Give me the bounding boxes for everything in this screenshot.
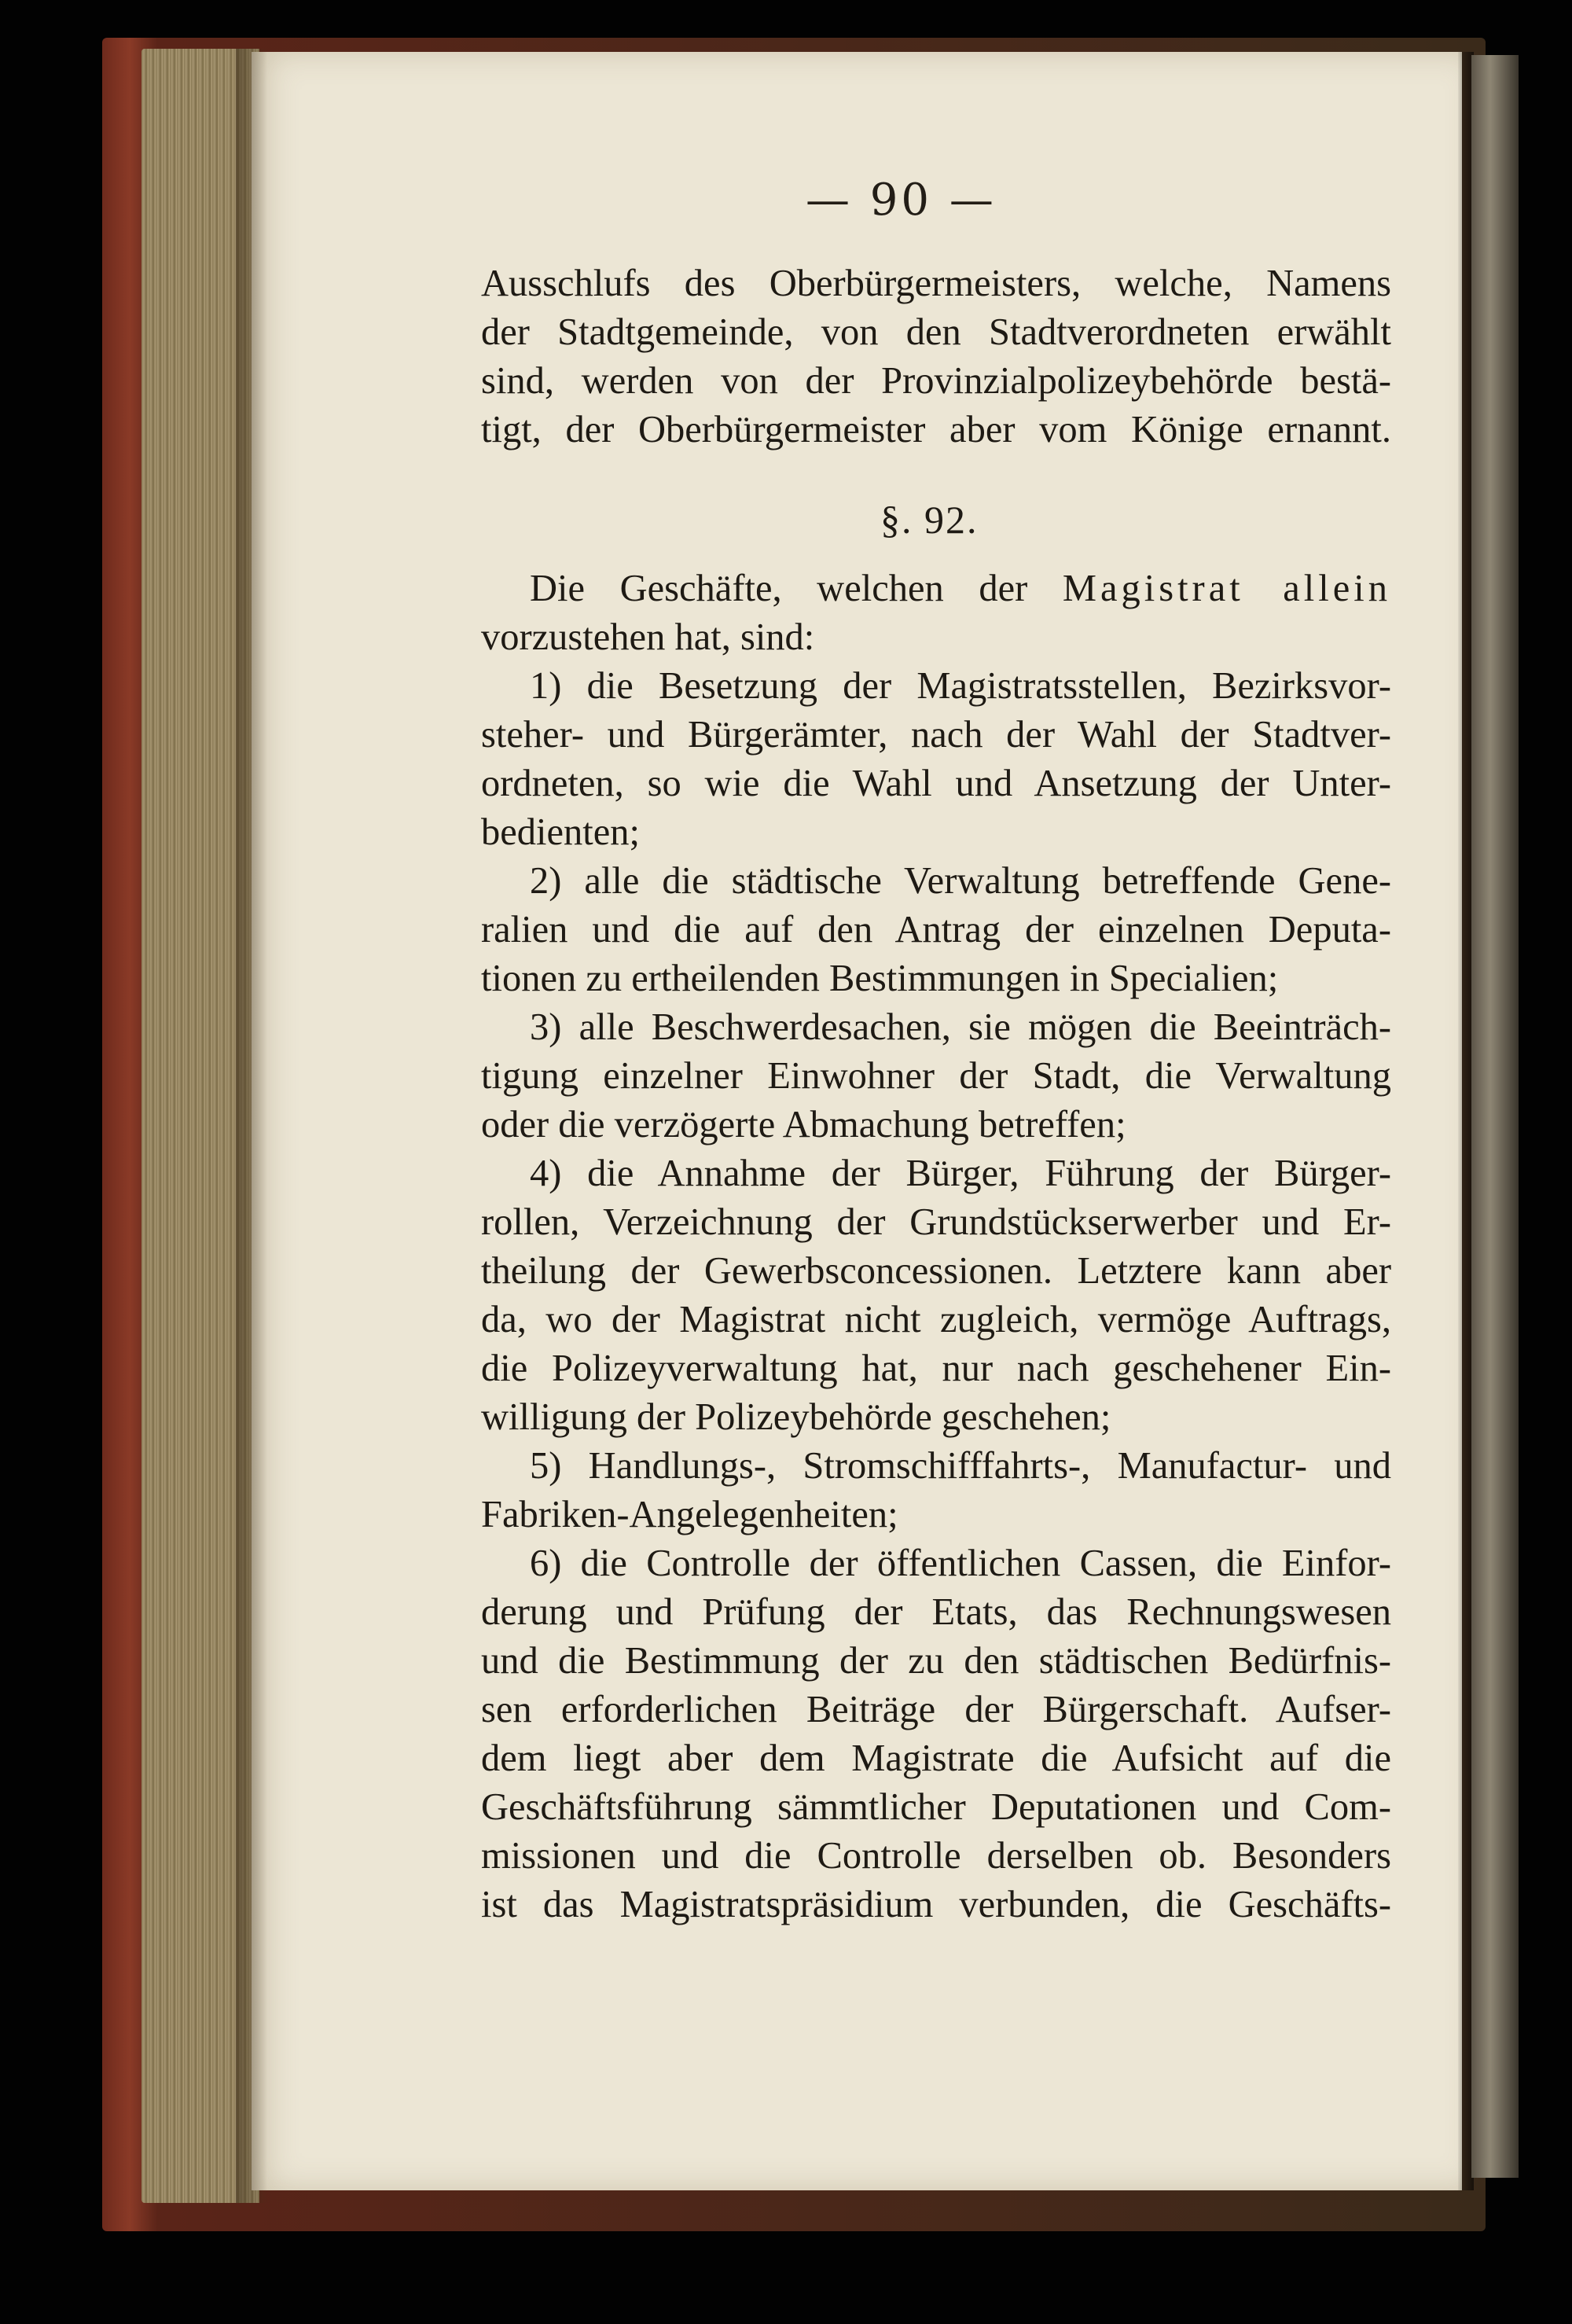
list-item-line: rollen, Verzeichnung der Grundstückserwerber und Er- [481, 1201, 1391, 1243]
page-number: — 90 — [806, 175, 997, 226]
list-item-line: dem liegt aber dem Magistrate die Aufsicht auf die [481, 1737, 1391, 1779]
text-line: vorzustehen hat, sind: [481, 616, 815, 658]
list-item-line: ralien und die auf den Antrag der einzelnen Deputa- [481, 909, 1391, 951]
facing-page-edge [1471, 55, 1519, 2178]
list-item-line: 3) alle Beschwerdesachen, sie mögen die Beeinträch- [530, 1006, 1391, 1048]
list-item-line: 5) Handlungs-, Stromschifffahrts-, Manufactur- und [530, 1445, 1391, 1487]
list-item-line: willigung der Polizeybehörde geschehen; [481, 1396, 1111, 1438]
list-item-line: ist das Magistratspräsidium verbunden, die Geschäfts- [481, 1884, 1391, 1925]
list-item-line: derung und Prüfung der Etats, das Rechnungswesen [481, 1591, 1391, 1633]
list-item-line: steher- und Bürgerämter, nach der Wahl der Stadtver- [481, 714, 1391, 756]
list-item-line: und die Bestimmung der zu den städtischen Bedürfnis- [481, 1640, 1391, 1682]
list-item-line: missionen und die Controlle derselben ob. Besonders [481, 1835, 1391, 1877]
text-line: Ausschlufs des Oberbürgermeisters, welche, Namens [481, 263, 1391, 304]
list-item-line: Fabriken-Angelegenheiten; [481, 1494, 898, 1535]
text-line: sind, werden von der Provinzialpolizeybehörde bestä- [481, 360, 1391, 402]
list-item-line: oder die verzögerte Abmachung betreffen; [481, 1104, 1126, 1145]
list-item-line: bedienten; [481, 811, 641, 853]
list-item-line: Geschäftsführung sämmtlicher Deputationen und Com- [481, 1786, 1391, 1828]
text-line: tigt, der Oberbürgermeister aber vom Könige ernannt. [481, 409, 1391, 450]
list-item-line: ordneten, so wie die Wahl und Ansetzung der Unter- [481, 763, 1391, 804]
intro-emphasis: Magistrat allein [1062, 568, 1392, 609]
list-item-line: tionen zu ertheilenden Bestimmungen in Specialien; [481, 958, 1279, 999]
section-body [481, 564, 1391, 1929]
list-item-line: 6) die Controlle der öffentlichen Cassen, die Einfor- [530, 1543, 1391, 1584]
section-heading: §. 92. [880, 498, 979, 542]
list-item-line: da, wo der Magistrat nicht zugleich, vermöge Auftrags, [481, 1299, 1391, 1340]
text-line: der Stadtgemeinde, von den Stadtverordneten erwählt [481, 311, 1391, 353]
list-item-line: 2) alle die städtische Verwaltung betreffende Gene- [530, 860, 1391, 902]
intro-line [481, 564, 1391, 613]
intro-prefix: Die Geschäfte, welchen der [530, 568, 1028, 609]
list-item-line: 4) die Annahme der Bürger, Führung der Bürger- [530, 1153, 1391, 1194]
page-shadow [236, 49, 267, 2203]
list-item-line: 1) die Besetzung der Magistratsstellen, Bezirksvor- [530, 665, 1391, 707]
list-item-line: theilung der Gewerbsconcessionen. Letztere kann aber [481, 1250, 1391, 1292]
list-item-line: tigung einzelner Einwohner der Stadt, die Verwaltung [481, 1055, 1391, 1097]
list-item-line: sen erforderlichen Beiträge der Bürgerschaft. Aufser- [481, 1689, 1391, 1730]
paragraph-continuation [481, 259, 1391, 454]
list-item-line: die Polizeyverwaltung hat, nur nach geschehener Ein- [481, 1348, 1391, 1389]
